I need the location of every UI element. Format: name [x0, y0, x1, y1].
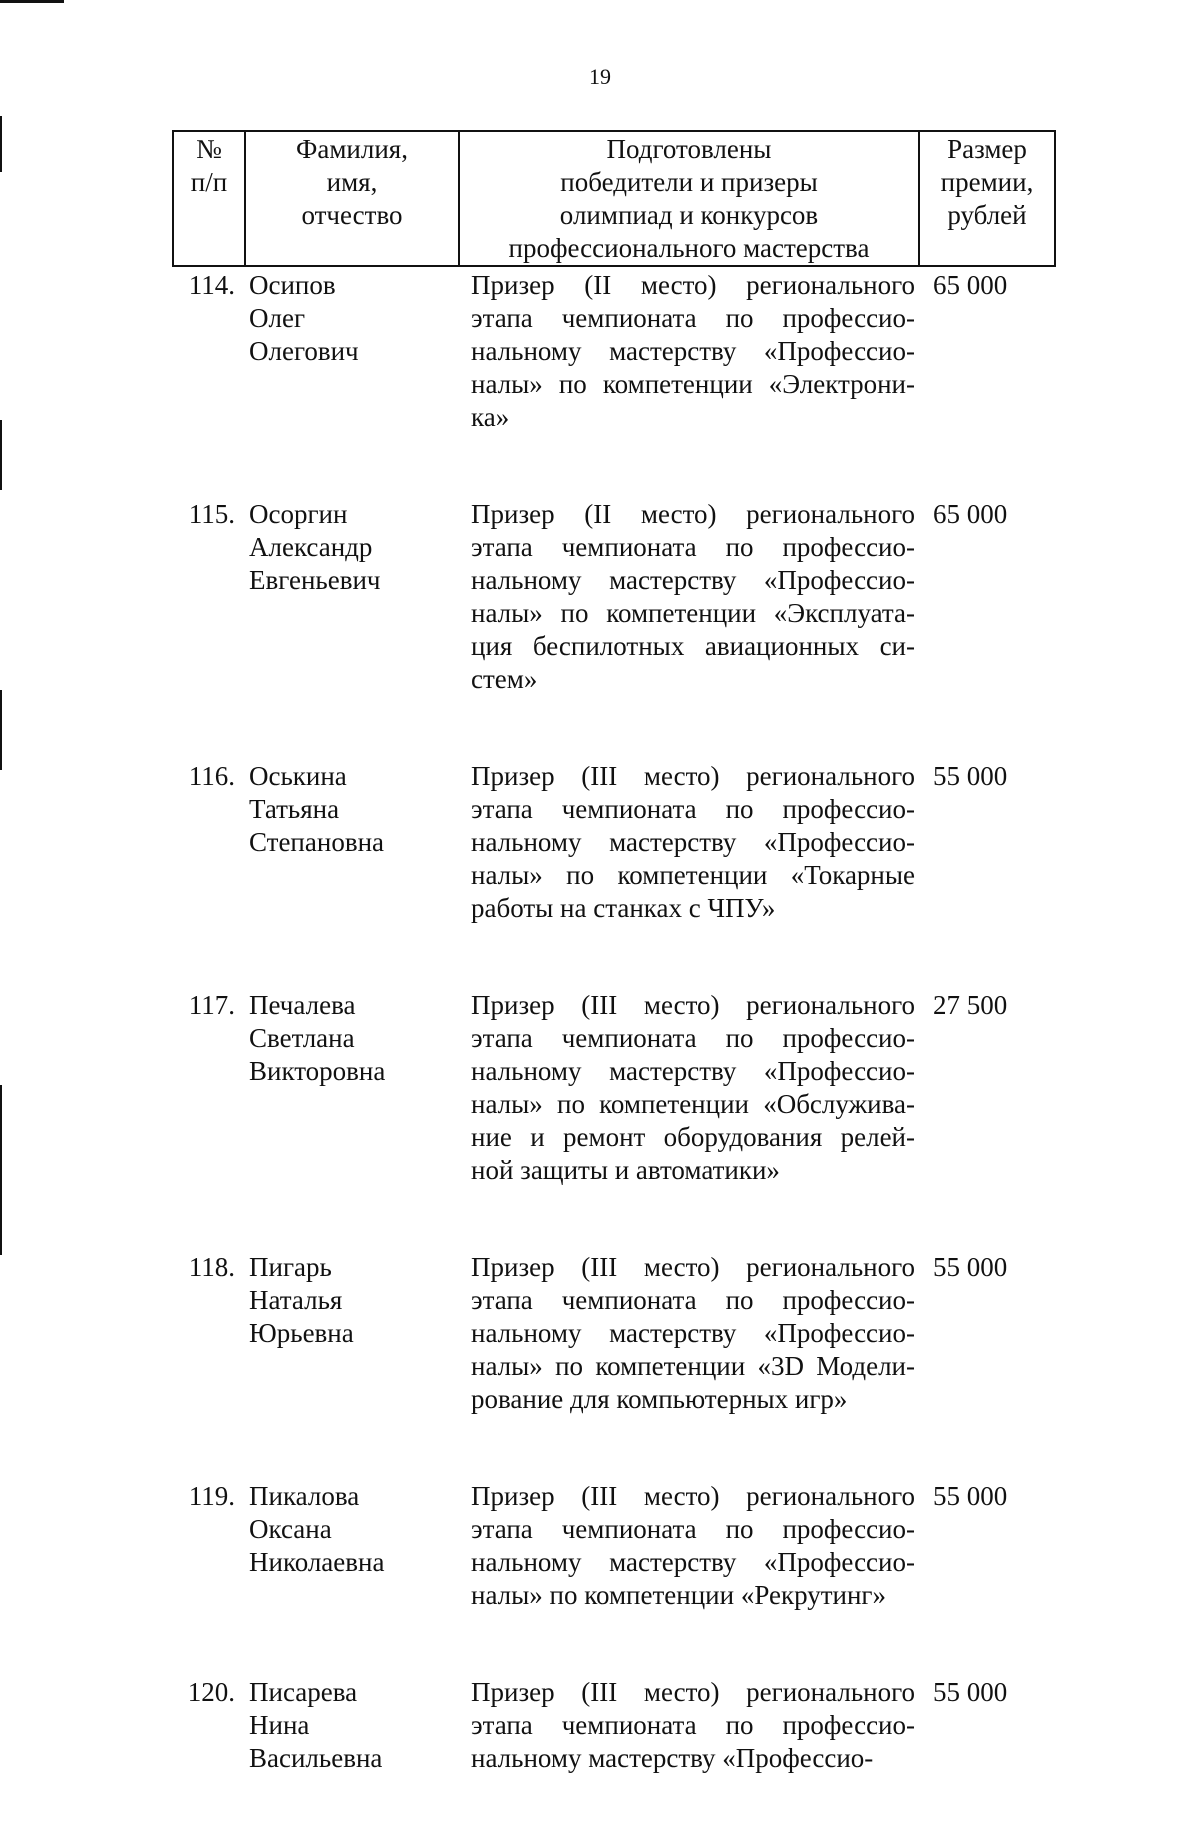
name-line: Наталья: [249, 1285, 343, 1315]
awards-table: [172, 130, 1056, 1839]
description-line: нальному мастерству «Профессио-: [471, 1547, 915, 1577]
row-full-name: [245, 266, 459, 498]
description-line: налы» по компетенции «3D Модели-: [471, 1351, 915, 1381]
description-line: ка»: [471, 402, 510, 432]
description-line: этапа чемпионата по профессио-: [471, 1023, 915, 1053]
header-award-amount: Размер премии, рублей: [919, 131, 1055, 266]
description-line: налы» по компетенции «Эксплуата-: [471, 598, 915, 628]
table-header-row: [173, 131, 1055, 266]
description-line: этапа чемпионата по профессио-: [471, 532, 915, 562]
row-number: 117.: [188, 990, 235, 1020]
description-line: рование для компьютерных игр»: [471, 1384, 848, 1414]
table-row: [173, 1480, 1055, 1676]
name-line: Евгеньевич: [249, 565, 381, 595]
row-full-name: [245, 498, 459, 760]
table-row: [173, 498, 1055, 760]
name-line: Николаевна: [249, 1547, 385, 1577]
description-line: нальному мастерству «Профессио-: [471, 827, 915, 857]
row-description: [459, 760, 919, 989]
description-line: ной защиты и автоматики»: [471, 1155, 780, 1185]
name-line: Степановна: [249, 827, 384, 857]
description-line: нальному мастерству «Профессио-: [471, 565, 915, 595]
header-full-name: Фамилия, имя, отчество: [245, 131, 459, 266]
row-full-name: [245, 760, 459, 989]
description-line: Призер (III место) регионального: [471, 990, 915, 1020]
header-number: № п/п: [173, 131, 245, 266]
name-line: Писарева: [249, 1677, 358, 1707]
row-award-amount: 55 000: [933, 761, 1008, 791]
name-line: Татьяна: [249, 794, 340, 824]
description-line: Призер (III место) регионального: [471, 1677, 915, 1707]
row-number: 116.: [188, 761, 235, 791]
description-line: налы» по компетенции «Токарные: [471, 860, 915, 890]
row-award-amount: 55 000: [933, 1677, 1008, 1707]
name-line: Александр: [249, 532, 373, 562]
name-line: Олегович: [249, 336, 359, 366]
row-description: [459, 1480, 919, 1676]
row-award-amount: 27 500: [933, 990, 1008, 1020]
awards-table-container: [172, 130, 1054, 1839]
row-award-amount: 55 000: [933, 1252, 1008, 1282]
description-line: нальному мастерству «Профессио-: [471, 1056, 915, 1086]
description-line: этапа чемпионата по профессио-: [471, 1514, 915, 1544]
table-row: [173, 1676, 1055, 1839]
name-line: Печалева: [249, 990, 356, 1020]
header-description: Подготовлены победители и призеры олимпиад и конкурсов профессионального мастерства: [459, 131, 919, 266]
scan-edge-mark: [0, 690, 2, 770]
row-description: [459, 266, 919, 498]
name-line: Оксана: [249, 1514, 332, 1544]
row-number: 114.: [188, 270, 235, 300]
description-line: налы» по компетенции «Рекрутинг»: [471, 1580, 886, 1610]
description-line: налы» по компетенции «Обслужива-: [471, 1089, 915, 1119]
description-line: Призер (III место) регионального: [471, 761, 915, 791]
name-line: Нина: [249, 1710, 310, 1740]
scan-edge-mark: [0, 116, 2, 172]
row-full-name: [245, 1251, 459, 1480]
name-line: Осоргин: [249, 499, 348, 529]
row-number: 119.: [188, 1481, 235, 1511]
description-line: нальному мастерству «Профессио-: [471, 1743, 874, 1773]
name-line: Васильевна: [249, 1743, 383, 1773]
description-line: Призер (II место) регионального: [471, 270, 915, 300]
description-line: Призер (III место) регионального: [471, 1481, 915, 1511]
description-line: ние и ремонт оборудования релей-: [471, 1122, 915, 1152]
scan-edge-mark: [0, 420, 2, 490]
table-row: [173, 760, 1055, 989]
row-description: [459, 1251, 919, 1480]
description-line: нальному мастерству «Профессио-: [471, 336, 915, 366]
description-line: налы» по компетенции «Электрони-: [471, 369, 915, 399]
table-row: [173, 989, 1055, 1251]
description-line: ция беспилотных авиационных си-: [471, 631, 915, 661]
name-line: Олег: [249, 303, 306, 333]
scan-edge-mark: [0, 1085, 2, 1255]
name-line: Пигарь: [249, 1252, 332, 1282]
row-award-amount: 65 000: [933, 499, 1008, 529]
table-row: [173, 266, 1055, 498]
description-line: этапа чемпионата по профессио-: [471, 1285, 915, 1315]
name-line: Оськина: [249, 761, 347, 791]
row-full-name: [245, 1480, 459, 1676]
row-description: [459, 1676, 919, 1839]
row-award-amount: 55 000: [933, 1481, 1008, 1511]
page-number: 19: [589, 64, 611, 89]
table-row: [173, 1251, 1055, 1480]
description-line: стем»: [471, 664, 538, 694]
row-award-amount: 65 000: [933, 270, 1008, 300]
row-description: [459, 989, 919, 1251]
row-number: 120.: [187, 1677, 235, 1707]
description-line: Призер (II место) регионального: [471, 499, 915, 529]
row-description: [459, 498, 919, 760]
description-line: этапа чемпионата по профессио-: [471, 303, 915, 333]
description-line: Призер (III место) регионального: [471, 1252, 915, 1282]
description-line: этапа чемпионата по профессио-: [471, 1710, 915, 1740]
name-line: Осипов: [249, 270, 336, 300]
scan-edge-mark: [0, 0, 64, 3]
row-full-name: [245, 1676, 459, 1839]
row-number: 115.: [188, 499, 235, 529]
name-line: Юрьевна: [249, 1318, 354, 1348]
row-full-name: [245, 989, 459, 1251]
name-line: Викторовна: [249, 1056, 386, 1086]
description-line: нальному мастерству «Профессио-: [471, 1318, 915, 1348]
description-line: этапа чемпионата по профессио-: [471, 794, 915, 824]
name-line: Пикалова: [249, 1481, 360, 1511]
row-number: 118.: [188, 1252, 235, 1282]
description-line: работы на станках с ЧПУ»: [471, 893, 776, 923]
name-line: Светлана: [249, 1023, 355, 1053]
